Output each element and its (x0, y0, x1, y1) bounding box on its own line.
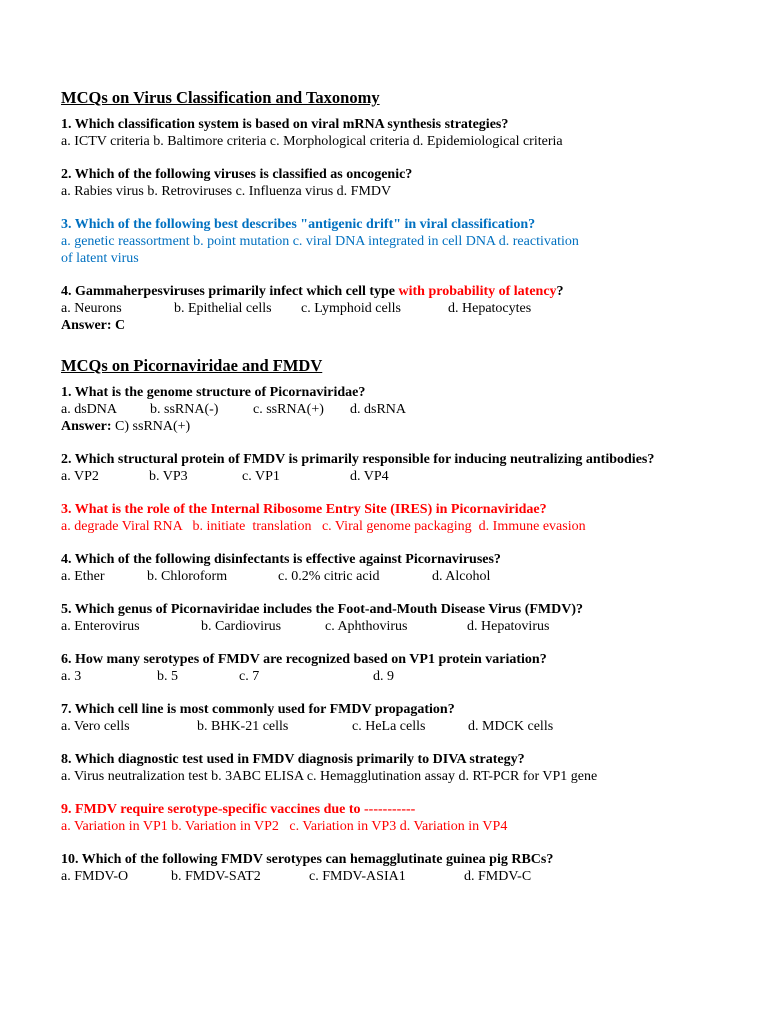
option-c: c. Lymphoid cells (301, 301, 401, 316)
question-block (61, 166, 721, 200)
answer-label: Answer: (61, 419, 112, 434)
question-block (61, 701, 721, 735)
question-text: 9. FMDV require serotype-specific vaccines due to ----------- (61, 802, 416, 817)
option-c: c. VP1 (242, 469, 280, 484)
options-text: a. Virus neutralization test b. 3ABC ELISA c. Hemagglutination assay d. RT-PCR for VP1 gene (61, 769, 598, 784)
options-row (61, 401, 721, 418)
document-page (61, 88, 721, 901)
option-d: d. 9 (373, 669, 394, 684)
answer-value: C) ssRNA(+) (111, 419, 191, 434)
option-a: a. Ether (61, 569, 105, 584)
question-text: 2. Which of the following viruses is classified as oncogenic? (61, 167, 413, 182)
question-block (61, 501, 721, 535)
options-row (61, 718, 721, 735)
options-text: a. genetic reassortment b. point mutation c. viral DNA integrated in cell DNA d. reactivation (61, 234, 579, 249)
options-row (61, 300, 721, 317)
question-text: 8. Which diagnostic test used in FMDV diagnosis primarily to DIVA strategy? (61, 752, 525, 767)
option-a: a. VP2 (61, 469, 99, 484)
option-b: b. 5 (157, 669, 178, 684)
question-text: 4. Which of the following disinfectants is effective against Picornaviruses? (61, 552, 501, 567)
option-a: a. Vero cells (61, 719, 130, 734)
option-a: a. FMDV-O (61, 869, 129, 884)
options-row (61, 868, 721, 885)
question-block (61, 601, 721, 635)
question-text: 7. Which cell line is most commonly used for FMDV propagation? (61, 702, 455, 717)
question-text: 2. Which structural protein of FMDV is primarily responsible for inducing neutralizing antibodies? (61, 452, 655, 467)
option-a: a. Enterovirus (61, 619, 140, 634)
question-text: 5. Which genus of Picornaviridae includes the Foot-and-Mouth Disease Virus (FMDV)? (61, 602, 584, 617)
options-text: a. ICTV criteria b. Baltimore criteria c. Morphological criteria d. Epidemiological criteria (61, 134, 563, 149)
question-block (61, 451, 721, 485)
question-part: ? (556, 284, 564, 299)
answer-text: Answer: C (61, 318, 126, 333)
option-d: d. MDCK cells (468, 719, 554, 734)
option-a: a. 3 (61, 669, 82, 684)
question-block (61, 216, 721, 267)
question-text: 6. How many serotypes of FMDV are recognized based on VP1 protein variation? (61, 652, 547, 667)
option-c: c. ssRNA(+) (253, 402, 324, 417)
option-b: b. Cardiovirus (201, 619, 282, 634)
option-c: c. Aphthovirus (325, 619, 408, 634)
options-text: a. Variation in VP1 b. Variation in VP2 c. Variation in VP3 d. Variation in VP4 (61, 819, 508, 834)
option-c: c. HeLa cells (352, 719, 426, 734)
options-row (61, 568, 721, 585)
option-c: c. 0.2% citric acid (278, 569, 380, 584)
options-row (61, 468, 721, 485)
option-d: d. Hepatovirus (467, 619, 550, 634)
question-text: 3. What is the role of the Internal Ribosome Entry Site (IRES) in Picornaviridae? (61, 502, 547, 517)
highlighted-phrase: with probability of latency (398, 284, 557, 299)
option-b: b. Epithelial cells (174, 301, 272, 316)
question-block (61, 751, 721, 785)
option-d: d. FMDV-C (464, 869, 532, 884)
options-row (61, 668, 721, 685)
question-block (61, 384, 721, 435)
question-text: 1. What is the genome structure of Picornaviridae? (61, 385, 366, 400)
question-block (61, 551, 721, 585)
option-b: b. Chloroform (147, 569, 228, 584)
option-b: b. ssRNA(-) (150, 402, 219, 417)
options-row (61, 618, 721, 635)
question-text: 1. Which classification system is based on viral mRNA synthesis strategies? (61, 117, 509, 132)
question-text (61, 283, 721, 300)
question-block (61, 116, 721, 150)
option-a: a. dsDNA (61, 402, 117, 417)
question-block (61, 851, 721, 885)
question-text: 10. Which of the following FMDV serotypes can hemagglutinate guinea pig RBCs? (61, 852, 554, 867)
options-text: of latent virus (61, 251, 139, 266)
option-c: c. 7 (239, 669, 260, 684)
option-d: d. VP4 (350, 469, 389, 484)
question-block (61, 801, 721, 835)
option-c: c. FMDV-ASIA1 (309, 869, 406, 884)
question-text: 3. Which of the following best describes "antigenic drift" in viral classification? (61, 217, 536, 232)
section-heading-virus-classification: MCQs on Virus Classification and Taxonomy (61, 88, 380, 107)
option-d: d. dsRNA (350, 402, 407, 417)
options-text: a. degrade Viral RNA b. initiate translation c. Viral genome packaging d. Immune evasion (61, 519, 586, 534)
question-part: 4. Gammaherpesviruses primarily infect which cell type (61, 284, 399, 299)
section-heading-picornaviridae: MCQs on Picornaviridae and FMDV (61, 356, 323, 375)
option-d: d. Hepatocytes (448, 301, 532, 316)
option-b: b. FMDV-SAT2 (171, 869, 261, 884)
answer-line (61, 418, 721, 435)
option-a: a. Neurons (61, 301, 122, 316)
question-block (61, 651, 721, 685)
option-b: b. BHK-21 cells (197, 719, 289, 734)
option-d: d. Alcohol (432, 569, 491, 584)
question-block (61, 283, 721, 334)
option-b: b. VP3 (149, 469, 188, 484)
options-text: a. Rabies virus b. Retroviruses c. Influenza virus d. FMDV (61, 184, 392, 199)
